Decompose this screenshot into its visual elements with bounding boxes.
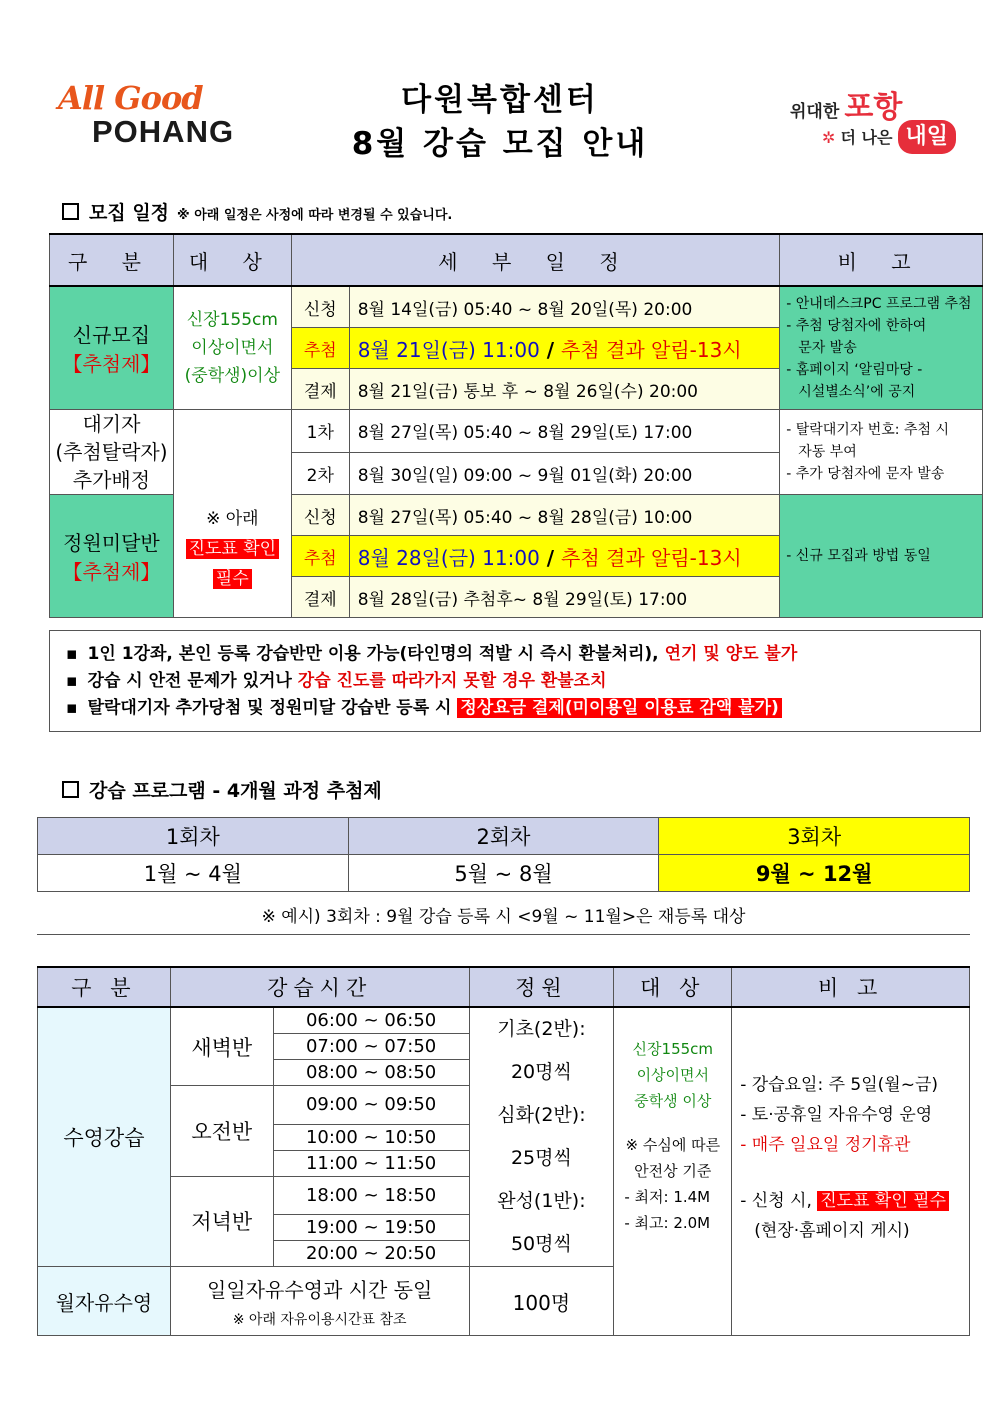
- time-slot: 18:00 ~ 18:50: [273, 1176, 469, 1215]
- schedule-header-row: [50, 234, 983, 286]
- note-line: - 홈페이지 ‘알림마당 -: [786, 362, 923, 378]
- sessions-months-row: [38, 855, 970, 892]
- step-cell: 1차: [291, 410, 349, 453]
- col-category: 구 분: [50, 234, 174, 286]
- target-note-line: - 최고: 2.0M: [624, 1214, 711, 1232]
- monthly-time: 일일자유수영과 시간 동일: [207, 1277, 433, 1302]
- separator: /: [539, 337, 562, 362]
- title-line2: 8월 강습 모집 안내: [351, 126, 649, 162]
- logo-pohang-text: POHANG: [92, 114, 235, 149]
- session-name: 1회차: [38, 818, 349, 855]
- rule-highlight: 강습 진도를 따라가지 못할 경우 환불조치: [297, 671, 607, 691]
- sparkle-icon: ✲: [822, 128, 836, 147]
- waiting-label: 추가배정: [72, 468, 151, 492]
- table-row: [38, 1007, 970, 1034]
- note-line: - 강습요일: 주 5일(월~금): [740, 1075, 939, 1095]
- target-note-line: - 최저: 1.4M: [624, 1188, 711, 1206]
- waiting-label: 대기자: [82, 412, 141, 436]
- waiting-cell: [50, 410, 174, 495]
- rule-highlight: 연기 및 양도 불가: [664, 644, 798, 664]
- target-line: ※ 아래: [206, 508, 259, 529]
- logo-right-sub: 더 나은: [840, 128, 893, 147]
- group-name: 오전반: [170, 1086, 273, 1177]
- note-line: 시설별소식’에 공지: [798, 384, 916, 400]
- target-note-line: ※ 수심에 따른: [625, 1136, 721, 1154]
- waiting-target-cell: [173, 410, 291, 618]
- vacancy-tag: 【추첨제】: [62, 560, 161, 584]
- monthly-capacity: 100명: [469, 1267, 614, 1336]
- rules-box: [49, 630, 981, 732]
- note-line: - 안내데스크PC 프로그램 추첨: [786, 296, 972, 312]
- program-heading: [62, 776, 382, 803]
- detail-cell: [349, 536, 779, 577]
- col-target: 대 상: [173, 234, 291, 286]
- time-slot: 09:00 ~ 09:50: [273, 1086, 469, 1125]
- capacity-cell: [469, 1007, 614, 1267]
- time-slot: 07:00 ~ 07:50: [273, 1034, 469, 1060]
- new-recruit-label: 신규모집: [72, 323, 151, 347]
- note-line: 문자 발송: [798, 340, 857, 356]
- note-line: - 신청 시,: [740, 1191, 818, 1211]
- col-detail: 세 부 일 정: [291, 234, 779, 286]
- detail-cell: 8월 27일(목) 05:40 ~ 8월 28일(금) 10:00: [349, 495, 779, 536]
- new-target-cell: [173, 286, 291, 410]
- target-line: (중학생)이상: [184, 366, 281, 386]
- schedule-heading: [62, 198, 452, 225]
- schedule-table: [49, 233, 983, 618]
- detail-cell: 8월 30일(일) 09:00 ~ 9월 01일(화) 20:00: [349, 452, 779, 495]
- target-line: 중학생 이상: [634, 1092, 712, 1110]
- capacity-line: 25명씩: [510, 1147, 572, 1169]
- new-recruit-tag: 【추첨제】: [62, 352, 161, 376]
- group-name: 저녁반: [170, 1176, 273, 1267]
- detail-cell: 8월 21일(금) 통보 후 ~ 8월 26일(수) 20:00: [349, 369, 779, 410]
- capacity-line: 기초(2반):: [497, 1018, 586, 1040]
- rule-text: 탈락대기자 추가당첨 및 정원미달 강습반 등록 시: [87, 698, 458, 718]
- logo-all-good-text: All Good: [58, 79, 203, 117]
- capacity-line: 50명씩: [510, 1233, 572, 1255]
- target-line: 신장155cm: [632, 1040, 714, 1058]
- note-line: 자동 부여: [798, 444, 857, 460]
- waiting-label: (추첨탈락자): [55, 440, 168, 464]
- sessions-table: [37, 817, 970, 892]
- note-line: - 추가 당첨자에 문자 발송: [786, 466, 945, 482]
- waiting-notes-cell: [780, 410, 983, 495]
- session-example-note: ※ 예시) 3회차 : 9월 강습 등록 시 <9월 ~ 11월>은 재등록 대상: [37, 898, 970, 935]
- logo-right-pohang: 포항: [844, 90, 903, 125]
- note-line: (현장·홈페이지 게시): [754, 1221, 910, 1241]
- checkbox-square-icon: [62, 203, 79, 220]
- rule-item: [66, 695, 964, 722]
- program-heading-text: 강습 프로그램 - 4개월 과정 추첨제: [89, 780, 382, 802]
- swim-lesson-cell: 수영강습: [38, 1007, 171, 1267]
- col-category: 구 분: [38, 967, 171, 1007]
- sessions-name-row: [38, 818, 970, 855]
- target-line: 이상이면서: [191, 338, 274, 358]
- swim-notes-cell: [732, 1007, 970, 1336]
- col-capacity: 정원: [469, 967, 614, 1007]
- capacity-line: 완성(1반):: [497, 1190, 586, 1212]
- note-highlight: 진도표 확인 필수: [817, 1191, 949, 1211]
- rule-item: [66, 641, 964, 668]
- rule-text: 강습 시 안전 문제가 있거나: [87, 671, 298, 691]
- note-line-red: - 매주 일요일 정기휴관: [740, 1135, 911, 1155]
- program-header-row: [38, 967, 970, 1007]
- group-name: 새벽반: [170, 1007, 273, 1086]
- monthly-time-note: ※ 아래 자유이용시간표 참조: [232, 1311, 407, 1328]
- col-time: 강습시간: [170, 967, 469, 1007]
- col-note: 비 고: [732, 967, 970, 1007]
- pohang-slogan-logo: [790, 82, 990, 162]
- rule-text: 1인 1강좌, 본인 등록 강습반만 이용 가능(타인명의 적발 시 즉시 환불처리),: [87, 644, 665, 664]
- note-line: - 추첨 당첨자에 한하여: [786, 318, 927, 334]
- progress-check-badge: 진도표 확인: [186, 539, 280, 559]
- session-months: 1월 ~ 4월: [38, 855, 349, 892]
- separator: /: [539, 545, 562, 570]
- program-table: [37, 966, 970, 1336]
- checkbox-square-icon: [62, 781, 79, 798]
- target-line: 이상이면서: [636, 1066, 710, 1084]
- table-row: [50, 410, 983, 453]
- step-cell: 추첨: [291, 328, 349, 369]
- session-name: 3회차: [659, 818, 970, 855]
- vacancy-notes-cell: [780, 495, 983, 618]
- session-months: 5월 ~ 8월: [348, 855, 659, 892]
- logo-right-badge: 내일: [898, 120, 957, 154]
- step-cell: 결제: [291, 577, 349, 618]
- monthly-swim-cell: 월자유수영: [38, 1267, 171, 1336]
- detail-cell: 8월 28일(금) 추첨후~ 8월 29일(토) 17:00: [349, 577, 779, 618]
- monthly-time-cell: [170, 1267, 469, 1336]
- step-cell: 2차: [291, 452, 349, 495]
- note-line: - 토·공휴일 자유수영 운영: [740, 1105, 933, 1125]
- rule-item: [66, 668, 964, 695]
- title-line1: 다원복합센터: [401, 82, 599, 118]
- col-target: 대 상: [614, 967, 732, 1007]
- note-line: - 신규 모집과 방법 동일: [786, 548, 931, 564]
- detail-cell: 8월 14일(금) 05:40 ~ 8월 20일(목) 20:00: [349, 286, 779, 328]
- swim-target-cell: [614, 1007, 732, 1336]
- logo-right-top: 위대한: [790, 102, 840, 122]
- time-slot: 20:00 ~ 20:50: [273, 1241, 469, 1267]
- schedule-heading-text: 모집 일정: [89, 202, 170, 224]
- detail-cell: [349, 328, 779, 369]
- time-slot: 11:00 ~ 11:50: [273, 1150, 469, 1176]
- schedule-heading-note: ※ 아래 일정은 사정에 따라 변경될 수 있습니다.: [177, 208, 453, 223]
- new-recruit-cell: [50, 286, 174, 410]
- time-slot: 10:00 ~ 10:50: [273, 1124, 469, 1150]
- page-title: [250, 78, 750, 166]
- capacity-line: 20명씩: [510, 1061, 572, 1083]
- time-slot: 19:00 ~ 19:50: [273, 1215, 469, 1241]
- draw-date: 8월 21일(금) 11:00: [357, 337, 540, 362]
- vacancy-cell: [50, 495, 174, 618]
- required-badge: 필수: [213, 569, 252, 589]
- rule-highlight: 정상요금 결제(미이용일 이용료 감액 불가): [457, 698, 781, 718]
- session-months: 9월 ~ 12월: [659, 855, 970, 892]
- all-good-pohang-logo: [58, 80, 248, 160]
- draw-result-notice: 추첨 결과 알림-13시: [561, 545, 742, 570]
- step-cell: 신청: [291, 286, 349, 328]
- step-cell: 결제: [291, 369, 349, 410]
- detail-cell: 8월 27일(목) 05:40 ~ 8월 29일(토) 17:00: [349, 410, 779, 453]
- time-slot: 06:00 ~ 06:50: [273, 1007, 469, 1034]
- target-line: 신장155cm: [186, 310, 278, 330]
- table-row: [50, 286, 983, 328]
- draw-result-notice: 추첨 결과 알림-13시: [561, 337, 742, 362]
- draw-date: 8월 28일(금) 11:00: [357, 545, 540, 570]
- vacancy-label: 정원미달반: [63, 531, 160, 555]
- step-cell: 신청: [291, 495, 349, 536]
- time-slot: 08:00 ~ 08:50: [273, 1060, 469, 1086]
- new-notes-cell: [780, 286, 983, 410]
- capacity-line: 심화(2반):: [497, 1104, 586, 1126]
- col-note: 비 고: [780, 234, 983, 286]
- note-line: - 탈락대기자 번호: 추첨 시: [786, 422, 949, 438]
- session-name: 2회차: [348, 818, 659, 855]
- step-cell: 추첨: [291, 536, 349, 577]
- target-note-line: 안전상 기준: [634, 1162, 712, 1180]
